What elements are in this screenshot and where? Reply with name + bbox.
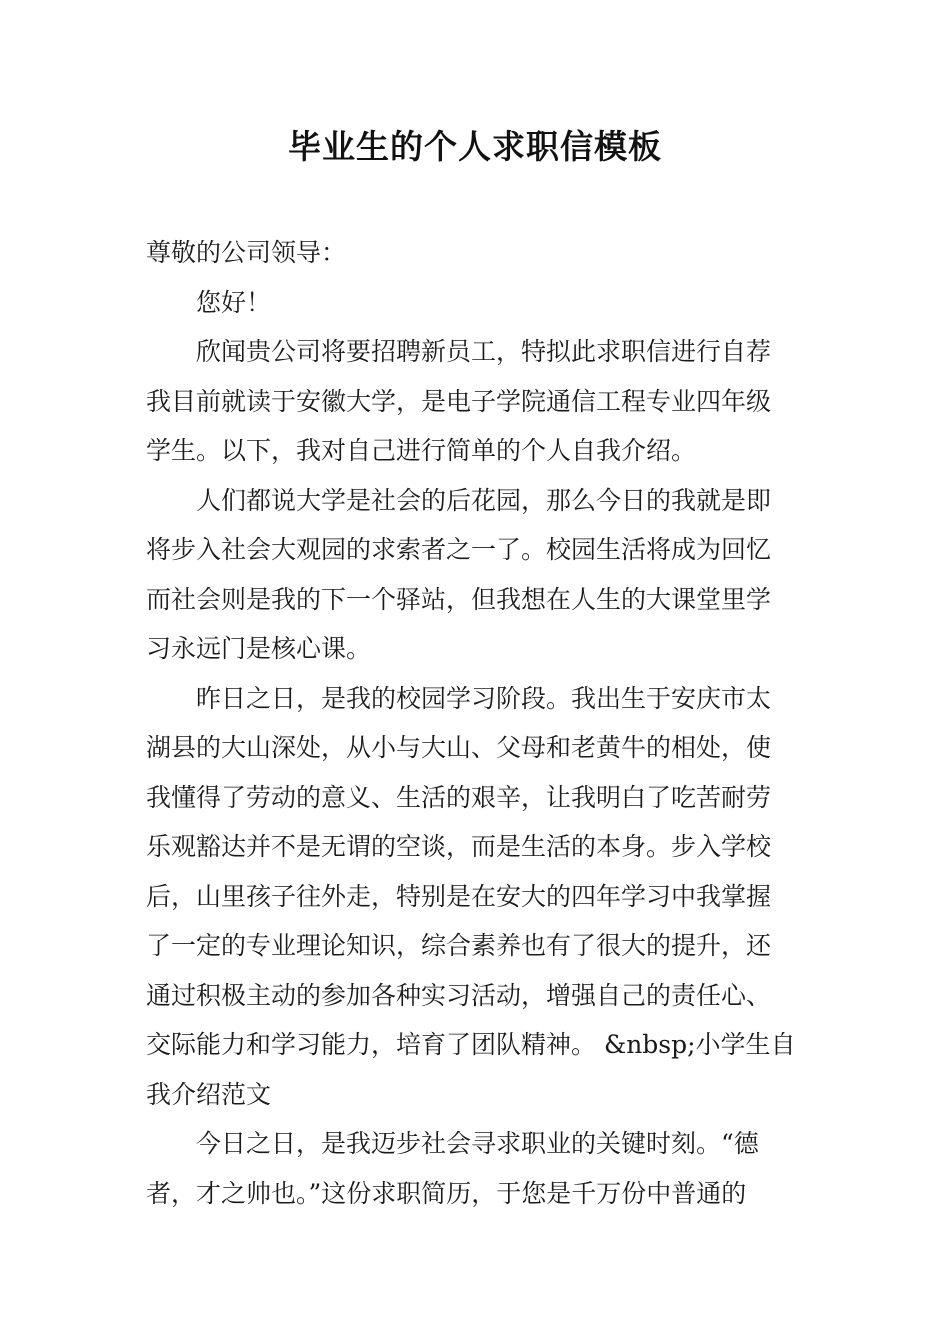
paragraph-university-cont (146, 525, 806, 674)
text-line: 欣闻贵公司将要招聘新员工，特拟此求职信进行自荐 (196, 337, 772, 366)
text-line: 而社会则是我的下一个驿站，但我想在人生的大课堂里学 (146, 584, 772, 614)
text-line: 湖县的大山深处，从小与大山、父母和老黄牛的相处，使 (146, 733, 772, 762)
text-line: 将步入社会大观园的求索者之一了。校园生活将成为回忆 (146, 535, 772, 564)
letter-body (146, 228, 806, 1218)
text-line: 我懂得了劳动的意义、生活的艰辛，让我明白了吃苦耐劳 (146, 782, 772, 812)
text-line: 昨日之日，是我的校园学习阶段。我出生于安庆市太 (196, 683, 772, 713)
paragraph-yesterday-cont (146, 723, 806, 1119)
text-line: 学生。以下，我对自己进行简单的个人自我介绍。 (146, 436, 697, 465)
text-line: 交际能力和学习能力，培育了团队精神。 &nbsp;小学生自 (146, 1030, 796, 1059)
paragraph-university (146, 476, 806, 526)
greeting: 您好！ (196, 287, 272, 317)
text-line: 我目前就读于安徽大学，是电子学院通信工程专业四年级 (146, 386, 772, 416)
text-line: 我介绍范文 (146, 1079, 272, 1109)
text-line: 了一定的专业理论知识，综合素养也有了很大的提升，还 (146, 931, 772, 960)
text-line: 今日之日，是我迈步社会寻求职业的关键时刻。“德 (196, 1129, 759, 1158)
document-title: 毕业生的个人求职信模板 (288, 127, 662, 166)
text-line: 乐观豁达并不是无谓的空谈，而是生活的本身。步入学校 (146, 832, 772, 861)
paragraph-intro (146, 327, 806, 377)
paragraph-today (146, 1119, 806, 1169)
salutation: 尊敬的公司领导： (146, 238, 347, 267)
text-line: 人们都说大学是社会的后花园，那么今日的我就是即 (196, 485, 772, 515)
text-line: 通过积极主动的参加各种实习活动，增强自己的责任心、 (146, 980, 772, 1010)
text-line: 习永远门是核心课。 (146, 634, 372, 663)
paragraph-intro-cont (146, 377, 806, 476)
paragraph-today-cont (146, 1169, 806, 1219)
text-line: 后，山里孩子往外走，特别是在安大的四年学习中我掌握 (146, 881, 772, 911)
paragraph-yesterday (146, 674, 806, 724)
text-line: 者，才之帅也。”这份求职简历，于您是千万份中普通的 (146, 1178, 747, 1208)
